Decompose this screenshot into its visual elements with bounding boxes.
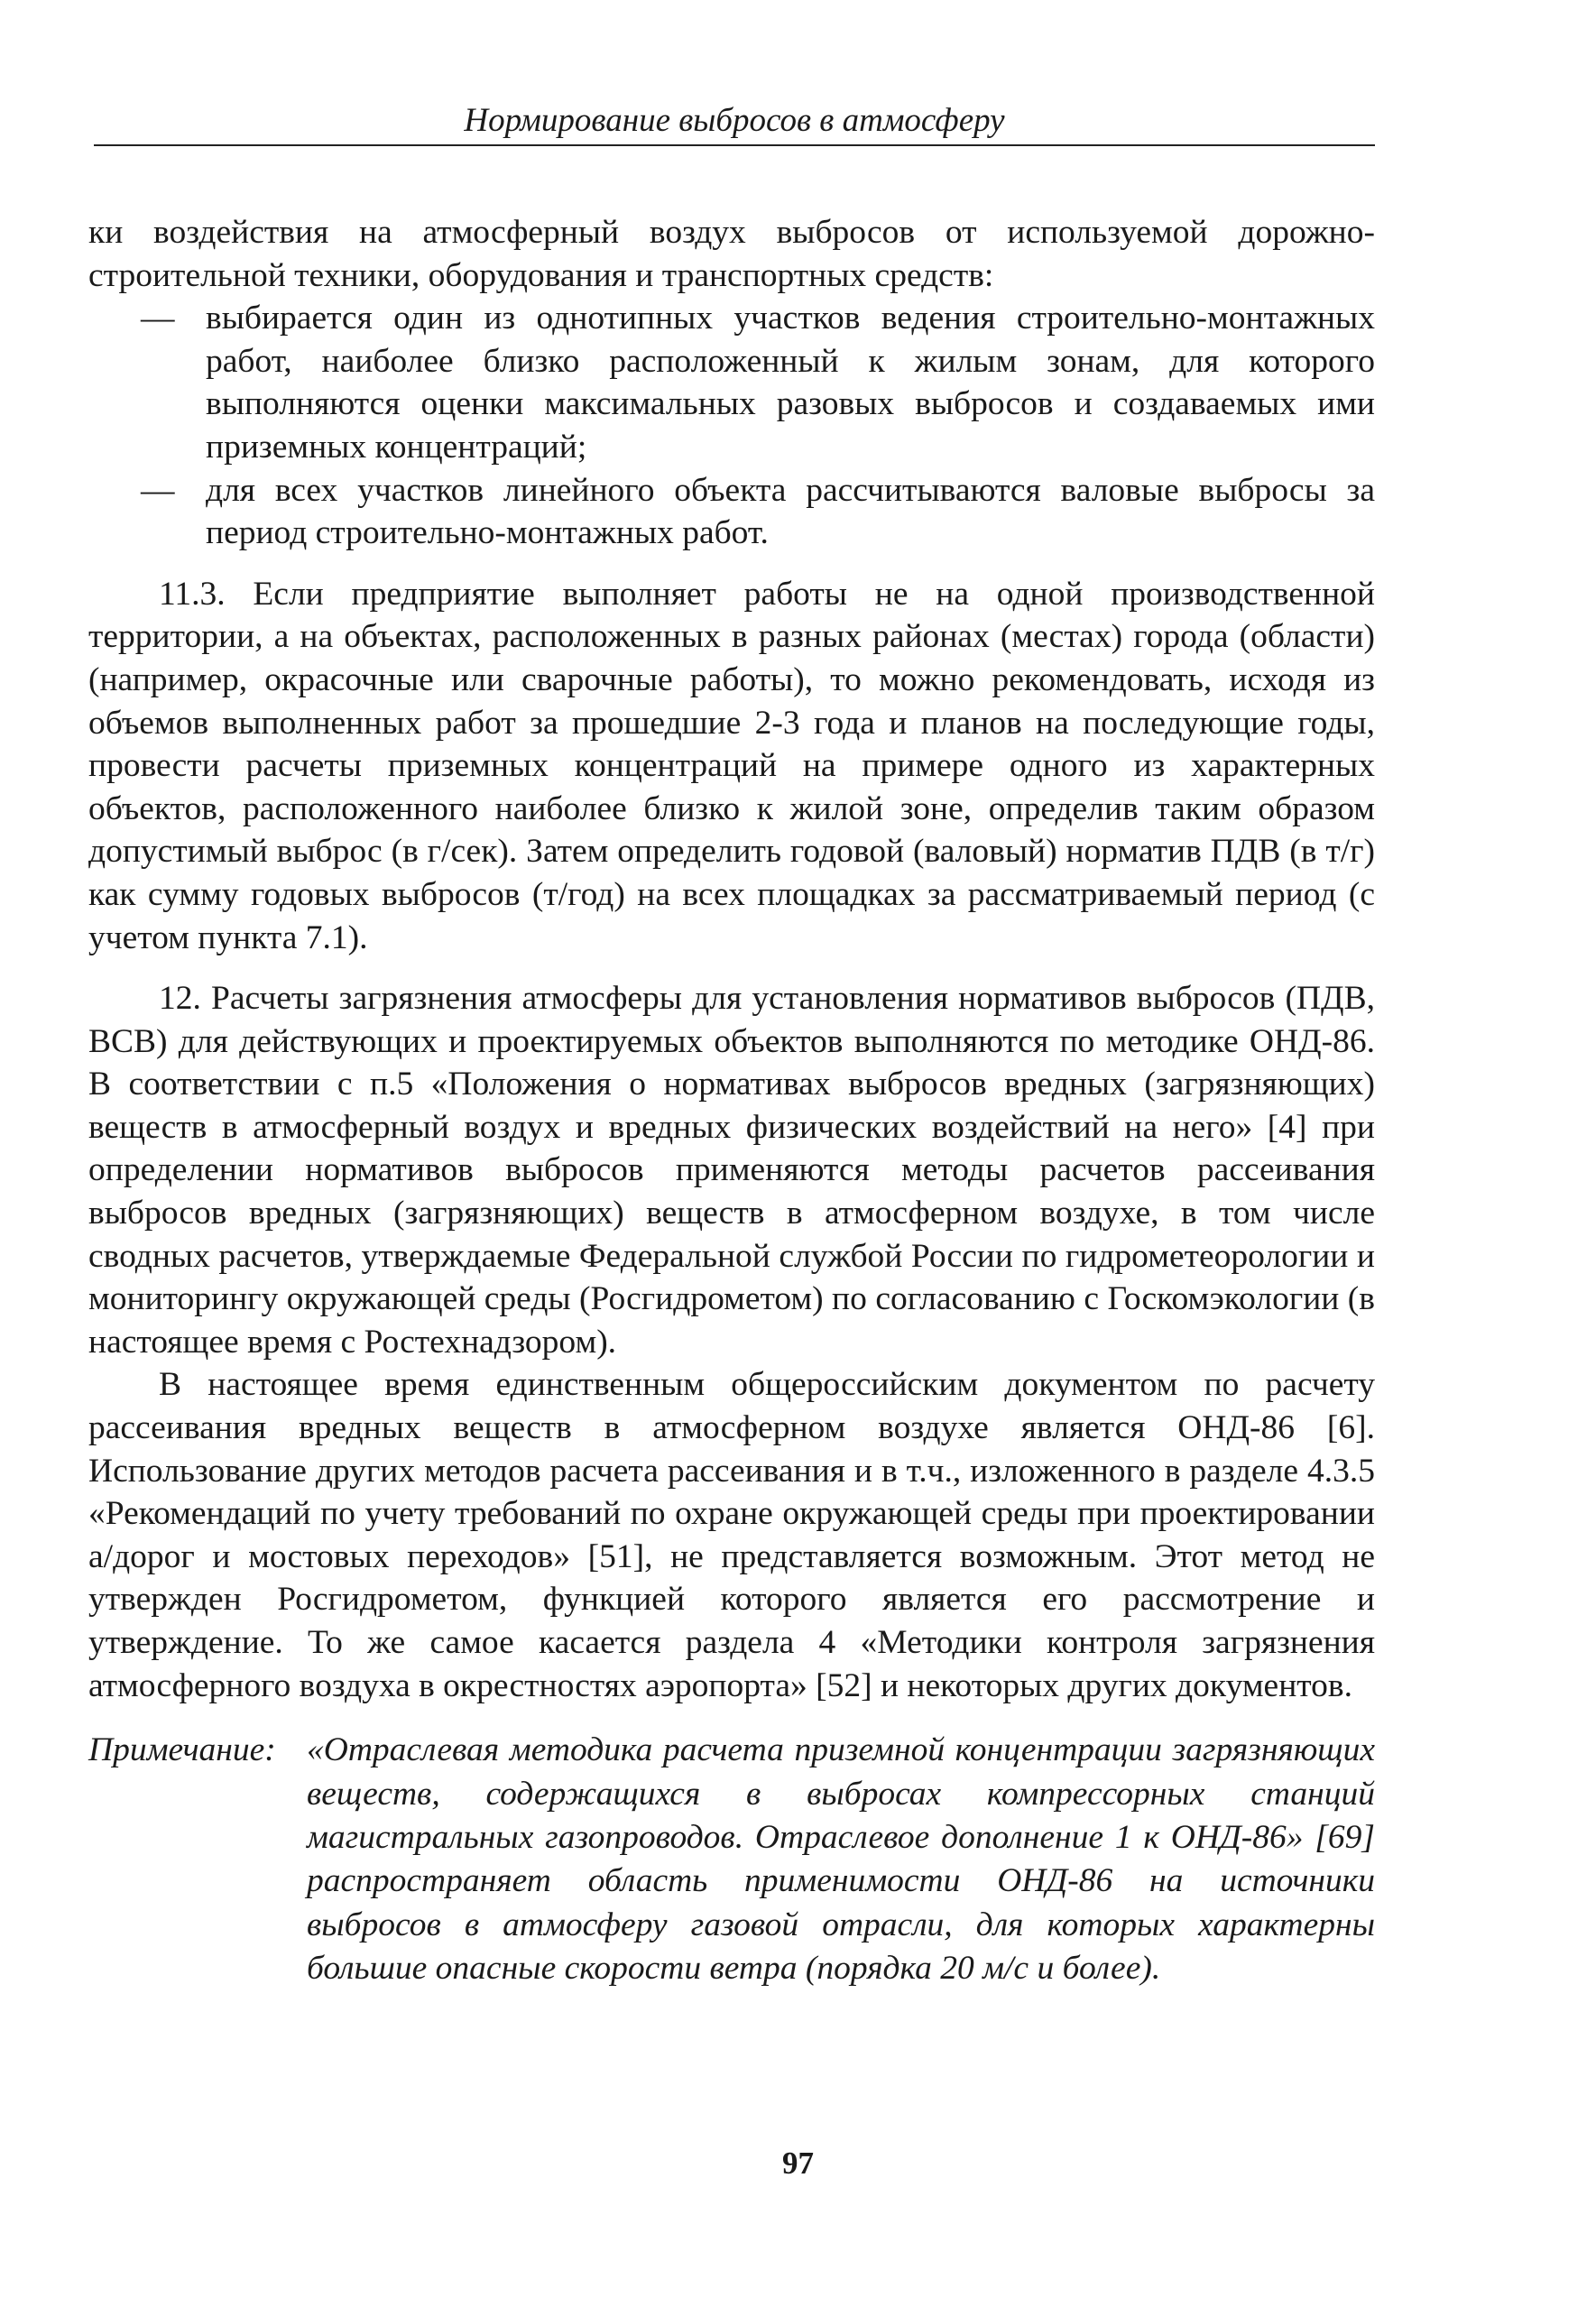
page-number: 97 [782,2146,814,2181]
list-item-text: для всех участков линейного объекта рассчитываются валовые выбросы за период строительно-монтажных работ. [206,471,1375,552]
paragraph-current-method: В настоящее время единственным общероссийским документом по расчету рассеивания вредных веществ в атмосферном воздухе является ОНД-86 [6]. Использование других методов расчета рассеивания и в т.ч., изложенного в разделе 4.3.5 «Рекомендаций по учету требований по охране окружающей среды при проектировании а/дорог и мостовых переходов» [51], не представляется возможным. Этот метод не утвержден Росгидрометом, функцией которого является его рассмотрение и утверждение. То же самое касается раздела 4 «Методики контроля загрязнения атмосферного воздуха в окрестностях аэропорта» [52] и некоторых других документов. [88,1366,1375,1704]
note-text: «Отраслевая методика расчета приземной концентрации загрязняющих веществ, содержащихся в выбросах компрессорных станций магистральных газопроводов. Отраслевое дополнение 1 к ОНД-86» [69] распространяет область применимости ОНД-86 на источники выбросов в атмосферу газовой отрасли, для которых характерны большие опасные скорости ветра (порядка 20 м/с и более). [307,1731,1375,1988]
intro-paragraph: ки воздействия на атмосферный воздух выбросов от используемой дорожно-строительной техники, оборудования и транспортных средств: [88,214,1375,294]
paragraph-11-3: 11.3. Если предприятие выполняет работы не на одной производственной территории, а на объектах, расположенных в разных районах (местах) города (области) (например, окрасочные или сварочные работы), то можно рекомендовать, исходя из объемов выполненных работ за прошедшие 2-3 года и планов на последующие годы, провести расчеты приземных концентраций на примере одного из характерных объектов, расположенного наиболее близко к жилой зоне, определив таким образом допустимый выброс (в г/сек). Затем определить годовой (валовый) норматив ПДВ (в т/г) как сумму годовых выбросов (т/год) на всех площадках за рассматриваемый период (с учетом пункта 7.1). [88,575,1375,956]
list-item-text: выбирается один из однотипных участков ведения строительно-монтажных работ, наиболее близко расположенный к жилым зонам, для которого выполняются оценки максимальных разовых выбросов и создаваемых ими приземных концентраций; [206,300,1375,466]
body-text [88,211,1375,1707]
paragraph-12: 12. Расчеты загрязнения атмосферы для установления нормативов выбросов (ПДВ, ВСВ) для действующих и проектируемых объектов выполняются по методике ОНД-86. В соответствии с п.5 «Положения о нормативах выбросов вредных (загрязняющих) веществ в атмосферный воздух и вредных физических воздействий на него» [4] при определении нормативов выбросов применяются методы расчетов рассеивания выбросов вредных (загрязняющих) веществ в атмосферном воздухе, в том числе сводных расчетов, утверждаемые Федеральной службой России по гидрометеорологии и мониторингу окружающей среды (Росгидрометом) по согласованию с Госкомэкологии (в настоящее время с Ростехнадзором). [88,980,1375,1361]
dash-bullet: — [141,471,175,509]
note-block [88,1729,1375,1990]
list-item [88,469,1375,555]
dash-list [88,297,1375,555]
dash-bullet: — [141,300,175,337]
note-label: Примечание: [88,1731,276,1769]
list-item [88,297,1375,468]
document-page [88,101,1375,1991]
running-header: Нормирование выбросов в атмосферу [94,101,1375,146]
